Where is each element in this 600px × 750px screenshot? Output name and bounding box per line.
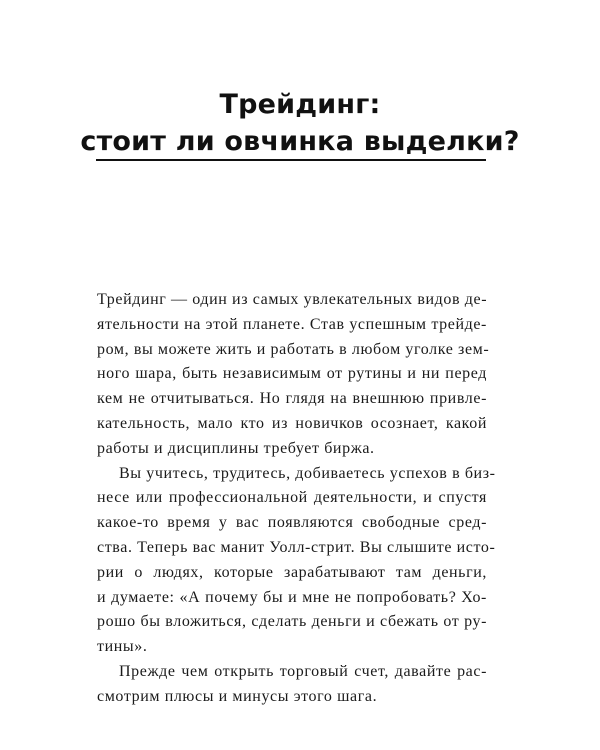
paragraph-1-line: Трейдинг — один из самых увлекательных видов де- bbox=[97, 291, 488, 308]
body-text bbox=[97, 288, 496, 710]
paragraph-1-line: работы и дисциплины требует биржа. bbox=[97, 439, 375, 457]
title-underline-rule bbox=[96, 159, 486, 161]
paragraph-1-line: кательность, мало кто из новичков осознает, какой bbox=[97, 414, 487, 432]
paragraph-2-line: и думаете: «А почему бы и мне не попробовать? Хо- bbox=[97, 588, 487, 606]
paragraph-1-line: ного шара, быть независимым от рутины и ни перед bbox=[97, 365, 487, 383]
paragraph-2-line: несе или профессиональной деятельности, и спустя bbox=[97, 489, 487, 507]
paragraph-3-line: смотрим плюсы и минусы этого шага. bbox=[97, 687, 378, 705]
paragraph-1-line: ром, вы можете жить и работать в любом уголке зем- bbox=[97, 340, 490, 358]
paragraph-2-line: рии о людях, которые зарабатывают там деньги, bbox=[97, 563, 487, 581]
paragraph-1-line: ятельности на этой планете. Став успешным трейде- bbox=[97, 315, 487, 333]
paragraph-2-line: ства. Теперь вас манит Уолл-стрит. Вы слышите исто- bbox=[97, 538, 496, 556]
paragraph-2-line: какое-то время у вас появляются свободные сред- bbox=[97, 514, 487, 532]
chapter-title bbox=[0, 86, 600, 160]
paragraph-1-line: кем не отчитываться. Но глядя на внешнюю привле- bbox=[97, 390, 487, 408]
paragraph-2-line: Вы учитесь, трудитесь, добиваетесь успехов в биз- bbox=[119, 464, 496, 482]
chapter-title-line-1: Трейдинг: bbox=[219, 89, 381, 120]
paragraph-2-line: рошо бы вложиться, сделать деньги и сбежать от ру- bbox=[97, 613, 487, 631]
paragraph-3-line: Прежде чем открыть торговый счет, давайте рас- bbox=[119, 662, 487, 680]
paragraph-2-line: тины». bbox=[97, 638, 148, 656]
chapter-title-line-2: стоит ли овчинка выделки? bbox=[80, 126, 520, 157]
